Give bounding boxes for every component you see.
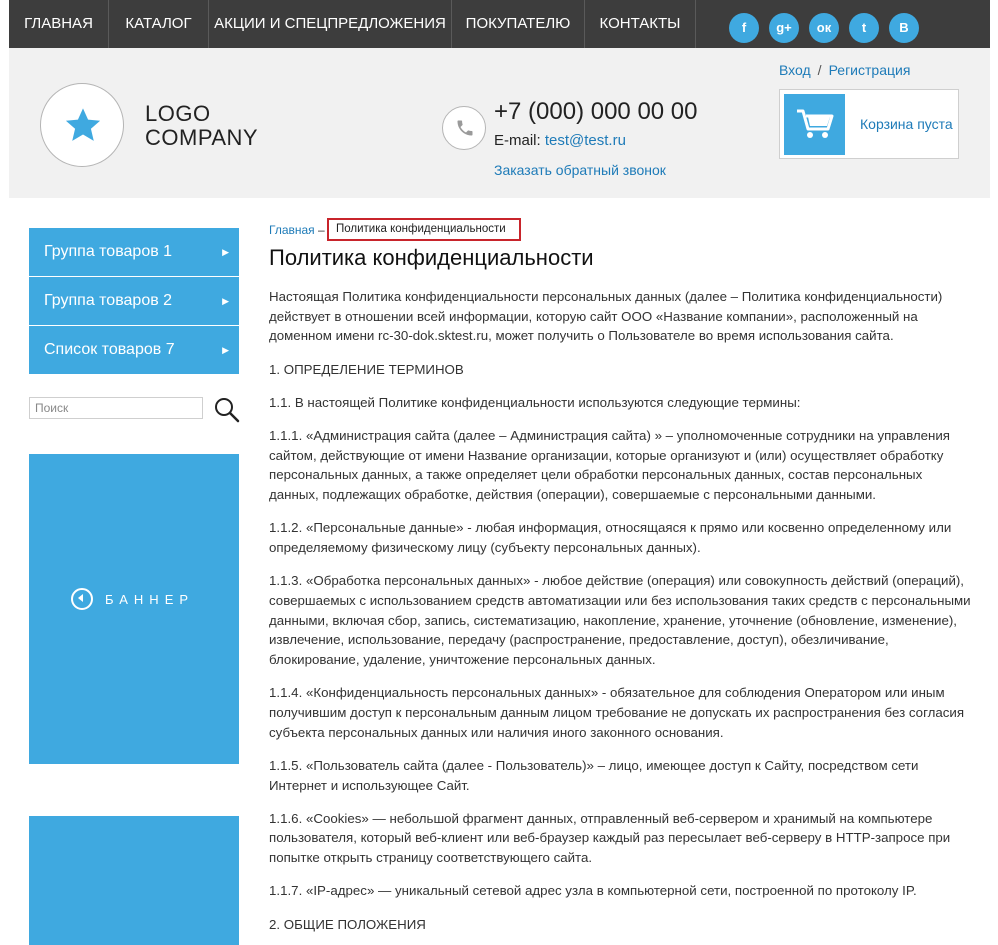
- breadcrumb-current: Политика конфиденциальности: [327, 218, 521, 241]
- paragraph-1-1-2: 1.1.2. «Персональные данные» - любая информация, относящаяся к прямо или косвенно определенному или определяемому физическому лицу (субъекту персональных данных).: [269, 520, 952, 556]
- sidebar-banner[interactable]: [29, 454, 239, 764]
- sidebar-menu: [29, 228, 239, 375]
- vkontakte-icon[interactable]: B: [889, 13, 919, 43]
- breadcrumb-home-link[interactable]: Главная: [269, 223, 315, 237]
- search-icon: [213, 396, 241, 424]
- logo-emblem[interactable]: [40, 83, 124, 167]
- sidebar-item-label: Группа товаров 1: [44, 243, 173, 260]
- logo-line-1: LOGO: [145, 101, 211, 126]
- paragraph-1-1-7: 1.1.7. «IP-адрес» — уникальный сетевой адрес узла в компьютерной сети, построенной по протоколу IP.: [269, 883, 917, 899]
- phone-icon-circle: [442, 106, 486, 150]
- nav-item-customers[interactable]: ПОКУПАТЕЛЮ: [452, 0, 585, 48]
- nav-item-promotions[interactable]: АКЦИИ И СПЕЦПРЕДЛОЖЕНИЯ: [209, 0, 452, 48]
- arrow-left-circle-icon: [71, 588, 93, 610]
- login-link[interactable]: Вход: [779, 62, 811, 78]
- paragraph-1-1-5: 1.1.5. «Пользователь сайта (далее - Пользователь)» – лицо, имеющее доступ к Сайту, посредством сети Интернет и использующее Сайт.: [269, 757, 919, 793]
- search-input[interactable]: [29, 397, 203, 419]
- page-title: Политика конфиденциальности: [269, 245, 594, 270]
- site-header: [9, 48, 990, 198]
- sidebar-item-group-2[interactable]: [29, 277, 239, 325]
- logo-text[interactable]: [145, 102, 258, 150]
- nav-item-catalog[interactable]: КАТАЛОГ: [109, 0, 209, 48]
- auth-links: [779, 62, 910, 78]
- nav-item-home[interactable]: ГЛАВНАЯ: [9, 0, 109, 48]
- paragraph-1-1-4: 1.1.4. «Конфиденциальность персональных данных» - обязательное для соблюдения Оператором или иным получившим доступ к персональным данным лицом требование не допускать их распространения без согласия субъекта персональных данных или наличия иного законного основания.: [269, 685, 965, 740]
- logo-line-2: COMPANY: [145, 125, 259, 150]
- callback-link[interactable]: Заказать обратный звонок: [494, 162, 666, 178]
- section-heading-1: 1. ОПРЕДЕЛЕНИЕ ТЕРМИНОВ: [269, 361, 464, 377]
- star-icon: [64, 106, 102, 144]
- sidebar-item-group-1[interactable]: [29, 228, 239, 276]
- auth-separator: /: [817, 62, 822, 78]
- sidebar-banner-secondary[interactable]: [29, 816, 239, 945]
- sidebar-item-label: Группа товаров 2: [44, 292, 173, 309]
- twitter-icon[interactable]: t: [849, 13, 879, 43]
- facebook-icon[interactable]: f: [729, 13, 759, 43]
- banner-label: БАННЕР: [105, 592, 195, 607]
- breadcrumb-separator: –: [318, 223, 325, 237]
- top-navigation: [9, 0, 990, 48]
- section-heading-2: 2. ОБЩИЕ ПОЛОЖЕНИЯ: [269, 916, 426, 932]
- chevron-right-icon: ▶: [222, 247, 229, 257]
- phone-number: +7 (000) 000 00 00: [494, 98, 698, 125]
- email-line: [494, 132, 626, 149]
- cart-widget[interactable]: [779, 89, 959, 159]
- article-body: [269, 287, 974, 945]
- chevron-right-icon: ▶: [222, 345, 229, 355]
- nav-item-contacts[interactable]: КОНТАКТЫ: [585, 0, 696, 48]
- google-plus-icon[interactable]: g+: [769, 13, 799, 43]
- register-link[interactable]: Регистрация: [828, 62, 911, 78]
- email-link[interactable]: test@test.ru: [544, 132, 626, 149]
- paragraph-1-1-6: 1.1.6. «Cookies» — небольшой фрагмент данных, отправленный веб-сервером и хранимый на компьютере пользователя, который веб-клиент или веб-браузер каждый раз пересылает веб-серверу в HTTP-запросе при попытке открыть страницу соответствующего сайта.: [269, 810, 951, 866]
- sidebar-item-list-7[interactable]: [29, 326, 239, 374]
- paragraph-1-1: 1.1. В настоящей Политике конфиденциальности используются следующие термины:: [269, 394, 801, 410]
- cart-status[interactable]: Корзина пуста: [860, 116, 953, 132]
- chevron-right-icon: ▶: [222, 296, 229, 306]
- paragraph-1-1-1: 1.1.1. «Администрация сайта (далее – Администрация сайта) » – уполномоченные сотрудники на управления сайтом, действующие от имени Название организации, которые организуют и (или) осуществляет обработку персональных данных, а также определяет цели обработки персональных данных, состав персональных данных, подлежащих обработке, действия (операции), совершаемые с персональными данными.: [269, 428, 950, 503]
- search-button[interactable]: [213, 396, 241, 424]
- email-label: E-mail:: [494, 132, 541, 149]
- paragraph-1-1-3: 1.1.3. «Обработка персональных данных» - любое действие (операция) или совокупность действий (операций), совершаемых с использованием средств автоматизации или без использования таких средств с персональными данными, включая сбор, запись, систематизацию, накопление, хранение, уточнение (обновление, изменение), извлечение, использование, передачу (распространение, предоставление, доступ), обезличивание, блокирование, удаление, уничтожение персональных данных.: [269, 573, 971, 668]
- sidebar-item-label: Список товаров 7: [44, 341, 175, 358]
- cart-icon-box[interactable]: [784, 94, 845, 155]
- shopping-cart-icon: [796, 108, 834, 140]
- phone-icon: [455, 118, 475, 138]
- paragraph-intro: Настоящая Политика конфиденциальности персональных данных (далее – Политика конфиденциальности) действует в отношении всей информации, которую сайт ООО «Название компании», расположенный на доменном имени rc-30-dok.sktest.ru, может получить о Пользователе во время использования сайта.: [269, 289, 943, 344]
- odnoklassniki-icon[interactable]: ок: [809, 13, 839, 43]
